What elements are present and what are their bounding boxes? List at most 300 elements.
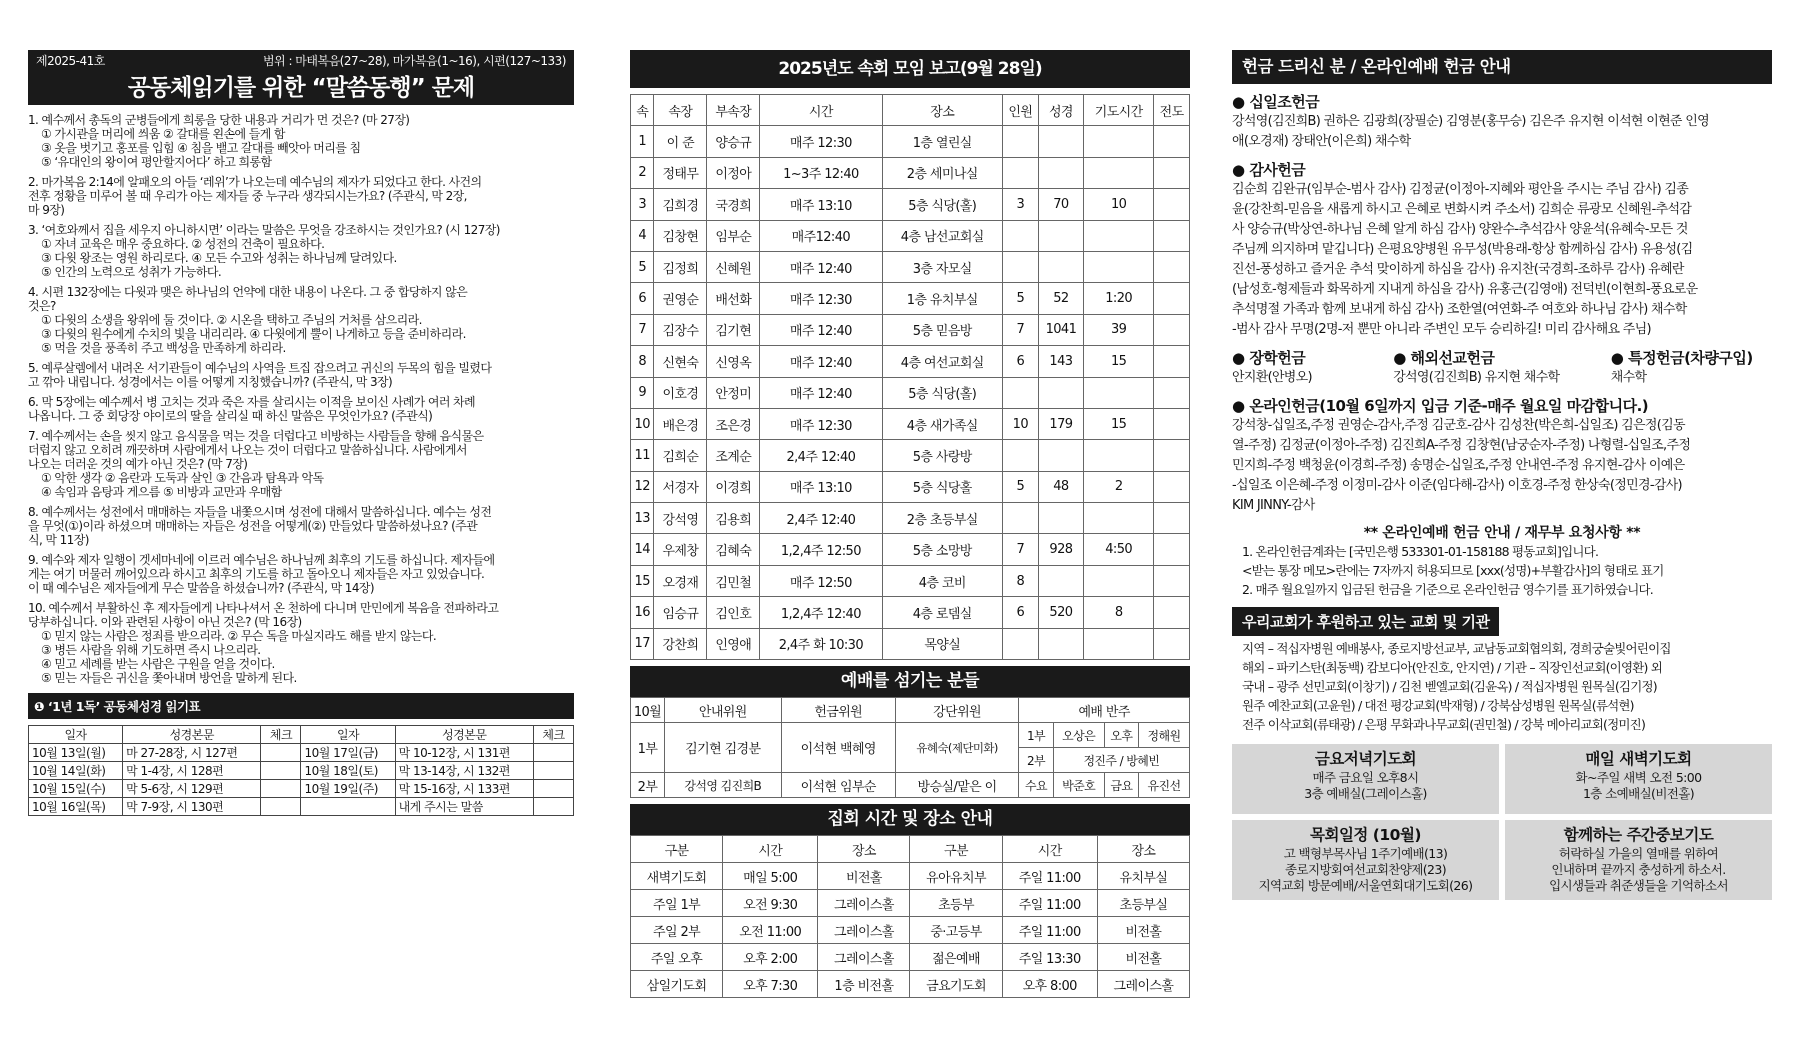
question-option: ⑤ 인간의 노력으로 성취가 가능하다. <box>41 265 222 279</box>
cell-value: 강찬희 <box>654 628 707 659</box>
reading-cell: 10월 14일(화) <box>29 762 123 780</box>
cell-value: 신현숙 <box>654 346 707 377</box>
cell-value: 3 <box>631 189 654 220</box>
meeting-cell: 그레이스홀 <box>818 890 910 917</box>
reading-cell: 10월 19일(주) <box>301 780 395 798</box>
cell-value <box>1154 440 1190 471</box>
question-item <box>28 223 574 279</box>
info-box <box>1232 820 1499 900</box>
question-option: ① 악한 생각 ② 음란과 도둑과 살인 ③ 간음과 탐욕과 악독 <box>41 471 324 485</box>
info-box-line: 지역교회 방문예배/서울연회대기도회(26) <box>1258 878 1473 893</box>
cell-group-column <box>630 50 1190 998</box>
cell-value: 5 <box>631 251 654 282</box>
reading-row <box>29 780 574 798</box>
cell-value <box>1084 157 1154 188</box>
cell-value: 목양실 <box>882 628 1002 659</box>
tithe-section <box>1232 92 1772 152</box>
cell-value: 2 <box>631 157 654 188</box>
cell-value <box>1084 220 1154 251</box>
cell-col-header: 시간 <box>760 95 882 126</box>
notice-line: <받는 통장 메모>란에는 7자까지 허용되므로 [xxx(성명)+부활감사]의 형태로 표기 <box>1242 563 1664 578</box>
meeting-cell: 중·고등부 <box>910 917 1002 944</box>
cell-value <box>1154 628 1190 659</box>
reading-col-header: 체크 <box>534 726 574 744</box>
meeting-cell: 비전홀 <box>1097 944 1189 971</box>
cell-value: 임부순 <box>707 220 760 251</box>
servants-month: 10월 <box>631 698 665 723</box>
question-text: 10. 예수께서 부활하신 후 제자들에게 나타나셔서 온 천하에 다니며 만민에게 복음을 전파하라고 <box>28 601 499 615</box>
meeting-row <box>631 890 1190 917</box>
cell-value: 서경자 <box>654 471 707 502</box>
reading-col-header: 성경본문 <box>395 726 533 744</box>
servants-title: 예배를 섬기는 분들 <box>630 666 1190 697</box>
meeting-cell: 오전 9:30 <box>723 890 818 917</box>
reading-col-header: 일자 <box>301 726 395 744</box>
meeting-cell: 주일 2부 <box>631 917 723 944</box>
cell-value <box>1154 189 1190 220</box>
cell-value: 국경희 <box>707 189 760 220</box>
cell-value: 배선화 <box>707 283 760 314</box>
row2-label: 2부 <box>631 773 665 798</box>
meeting-cell: 주일 오후 <box>631 944 723 971</box>
meeting-col-header: 구분 <box>910 836 1002 863</box>
cell-value: 5층 사랑방 <box>882 440 1002 471</box>
notice-line: 2. 매주 월요일까지 입금된 헌금을 기준으로 온라인헌금 영수기를 표기하였습니다. <box>1242 582 1653 597</box>
question-text: 게는 여기 머물러 깨어있으라 하시고 최후의 기도를 하고 돌아오니 제자들은 자고 있었습니다. <box>28 567 485 581</box>
question-option: ③ 다윗 왕조는 영원 하리로다. ④ 모든 수고와 성취는 하나님께 달려있다. <box>41 251 397 265</box>
reading-cell: 10월 13일(월) <box>29 744 123 762</box>
cell-report-table <box>630 94 1190 660</box>
check-box[interactable] <box>261 780 301 798</box>
question-text: 나오는 더러운 것의 예가 아닌 것은? (막 7장) <box>28 457 248 471</box>
scholarship-heading: ● 장학헌금 <box>1232 348 1393 368</box>
cell-value: 매주 13:10 <box>760 189 882 220</box>
cell-value <box>1084 251 1154 282</box>
cell-value: 1층 열린실 <box>882 126 1002 157</box>
reading-cell: 내게 주시는 말씀 <box>395 798 533 816</box>
info-boxes <box>1232 744 1772 900</box>
reading-col-header: 성경본문 <box>123 726 261 744</box>
cell-value: 2층 초등부실 <box>882 503 1002 534</box>
quiz-header <box>28 50 574 105</box>
question-option: ⑤ 믿는 자들은 귀신을 쫓아내며 방언을 말하게 된다. <box>41 671 297 685</box>
cell-value: 조은경 <box>707 408 760 439</box>
check-box[interactable] <box>534 780 574 798</box>
reading-cell: 마 27-28장, 시 127편 <box>123 744 261 762</box>
cell-value: 13 <box>631 503 654 534</box>
cell-row <box>631 440 1190 471</box>
cell-value: 1~3주 12:40 <box>760 157 882 188</box>
cell-row <box>631 377 1190 408</box>
cell-value <box>1038 251 1083 282</box>
cell-value <box>1038 126 1083 157</box>
scholarship-offering <box>1232 348 1393 388</box>
question-text: 9. 예수와 제자 일행이 겟세마네에 이르러 예수님은 하나님께 최후의 기도를 하십니다. 제자들에 <box>28 553 495 567</box>
cell-col-header: 부속장 <box>707 95 760 126</box>
cell-value: 매주 12:30 <box>760 283 882 314</box>
meeting-cell: 비전홀 <box>1097 917 1189 944</box>
meeting-cell: 삼일기도회 <box>631 971 723 998</box>
thanks-names: 김순희 김완규(임부순-범사 감사) 김정균(이정아-지혜와 평안을 주시는 주님 감사) 김종 <box>1232 182 1689 197</box>
cell-value: 16 <box>631 597 654 628</box>
cell-value: 김희경 <box>654 189 707 220</box>
support-list <box>1232 639 1772 734</box>
cell-value: 1,2,4주 12:50 <box>760 534 882 565</box>
cell-value: 안정미 <box>707 377 760 408</box>
cell-row <box>631 408 1190 439</box>
cell-value <box>1002 220 1038 251</box>
cell-col-header: 성경 <box>1038 95 1083 126</box>
check-box[interactable] <box>261 798 301 816</box>
cell-value: 신영옥 <box>707 346 760 377</box>
cell-value: 7 <box>631 314 654 345</box>
support-heading: 우리교회가 후원하고 있는 교회 및 기관 <box>1232 607 1499 636</box>
check-box[interactable] <box>534 798 574 816</box>
meeting-cell: 유치부실 <box>1097 863 1189 890</box>
meeting-cell: 초등부 <box>910 890 1002 917</box>
question-text: 식, 막 11장) <box>28 533 89 547</box>
tithe-names: 강석영(김진희B) 권하은 김광희(장필순) 김영분(홍무승) 김은주 유지현 이석현 이현준 인영 <box>1232 114 1709 129</box>
cell-value: 김장수 <box>654 314 707 345</box>
cell-value <box>1084 503 1154 534</box>
support-line: 국내 – 광주 선민교회(이창기) / 김천 벧엘교회(김윤옥) / 적십자병원 원목실(김기정) <box>1242 679 1657 694</box>
online-offering-section <box>1232 396 1772 516</box>
cell-value <box>1002 157 1038 188</box>
special-offerings <box>1232 348 1772 388</box>
meeting-row <box>631 971 1190 998</box>
meeting-cell: 오후 8:00 <box>1002 971 1097 998</box>
cell-col-header: 속 <box>631 95 654 126</box>
cell-value: 15 <box>1084 346 1154 377</box>
online-names: KIM JINNY-감사 <box>1232 498 1315 513</box>
meeting-cell: 유아유치부 <box>910 863 1002 890</box>
cell-value: 매주12:40 <box>760 220 882 251</box>
cell-value: 매주 12:30 <box>760 126 882 157</box>
cell-row <box>631 346 1190 377</box>
accompanist-header: 예배 반주 <box>1019 698 1190 723</box>
cell-value: 김인호 <box>707 597 760 628</box>
reading-plan-header: ❶ ‘1년 1독’ 공동체성경 읽기표 <box>28 693 574 719</box>
vehicle-names: 채수학 <box>1610 370 1647 385</box>
meeting-cell: 오전 11:00 <box>723 917 818 944</box>
cell-value: 신혜원 <box>707 251 760 282</box>
cell-value: 이 준 <box>654 126 707 157</box>
reading-cell <box>301 798 395 816</box>
cell-value: 5 <box>1002 283 1038 314</box>
cell-value: 70 <box>1038 189 1083 220</box>
cell-value <box>1154 377 1190 408</box>
question-text: 6. 막 5장에는 예수께서 병 고치는 것과 죽은 자를 살리시는 이적을 보이신 사례가 여러 차례 <box>28 395 476 409</box>
cell-value: 이경희 <box>707 471 760 502</box>
cell-value: 17 <box>631 628 654 659</box>
question-text: 을 무엇(①)이라 하셨으며 매매하는 자들은 성전을 어떻게(②) 만들었다 말씀하셨나요? (주관 <box>28 519 478 533</box>
question-item <box>28 395 574 423</box>
cell-value: 52 <box>1038 283 1083 314</box>
cell-value <box>1002 251 1038 282</box>
guide-header: 안내위원 <box>665 698 782 723</box>
meeting-cell: 주일 11:00 <box>1002 890 1097 917</box>
cell-row <box>631 189 1190 220</box>
reading-cell: 막 5-6장, 시 129편 <box>123 780 261 798</box>
cell-value: 9 <box>631 377 654 408</box>
scholarship-names: 안지환(안병오) <box>1232 370 1312 385</box>
cell-value: 매주 12:50 <box>760 565 882 596</box>
reading-cell: 10월 17일(금) <box>301 744 395 762</box>
info-box-line: 1층 소예배실(비전홀) <box>1582 786 1695 801</box>
question-text: 4. 시편 132장에는 다윗과 맺은 하나님의 언약에 대한 내용이 나온다. 그 중 합당하지 않은 <box>28 285 468 299</box>
cell-value: 매주 12:40 <box>760 377 882 408</box>
info-box-title: 목회일정 (10월) <box>1310 826 1421 844</box>
meeting-cell: 주일 13:30 <box>1002 944 1097 971</box>
mission-offering <box>1393 348 1611 388</box>
cell-value: 8 <box>1084 597 1154 628</box>
row1-guide: 김기현 김경분 <box>665 723 782 773</box>
cell-value: 5층 식당(홀) <box>882 189 1002 220</box>
thanks-names: -범사 감사 무명(2명-저 뿐만 아니라 주변인 모두 승리하길! 미리 감사해요 주님) <box>1232 322 1651 337</box>
question-text: 2. 마가복음 2:14에 알패오의 아들 ‘레위’가 나오는데 예수님의 제자가 되었다고 한다. 사건의 <box>28 175 482 189</box>
question-text: 나옵니다. 그 중 회당장 야이로의 딸을 살리실 때 하신 말씀은 무엇인가요? (주관식) <box>28 409 433 423</box>
tithe-names: 애(오경재) 장태안(이은희) 채수학 <box>1232 134 1411 149</box>
cell-value: 4층 여선교회실 <box>882 346 1002 377</box>
reading-cell: 10월 15일(수) <box>29 780 123 798</box>
thanks-names: 주님께 의지하며 맡깁니다) 은평요양병원 유무성(박용래-항상 함께하심 감사) 유용성(김 <box>1232 242 1693 257</box>
meeting-cell: 매일 5:00 <box>723 863 818 890</box>
cell-value: 5 <box>1002 471 1038 502</box>
cell-value <box>1038 565 1083 596</box>
offering-header: 헌금위원 <box>781 698 895 723</box>
question-option: ① 다윗의 소생을 왕위에 둘 것이다. ② 시온을 택하고 주님의 거처를 삼으리라. <box>41 313 422 327</box>
row1-label: 1부 <box>631 723 665 773</box>
cell-value: 조계순 <box>707 440 760 471</box>
row2-guide: 강석영 김진희B <box>665 773 782 798</box>
cell-value: 김정희 <box>654 251 707 282</box>
online-heading: ● 온라인헌금(10월 6일까지 입금 기준-매주 월요일 마감합니다.) <box>1232 396 1772 416</box>
reading-cell: 막 10-12장, 시 131편 <box>395 744 533 762</box>
reading-row <box>29 744 574 762</box>
meeting-row <box>631 863 1190 890</box>
question-text: 3. ‘여호와께서 집을 세우지 아니하시면’ 이라는 말씀은 무엇을 강조하시는 것인가요? (시 127장) <box>28 223 500 237</box>
cell-col-header: 인원 <box>1002 95 1038 126</box>
cell-value: 39 <box>1084 314 1154 345</box>
cell-value: 143 <box>1038 346 1083 377</box>
cell-value <box>1002 126 1038 157</box>
cell-value: 정태무 <box>654 157 707 188</box>
question-list <box>28 113 574 685</box>
cell-value: 3 <box>1002 189 1038 220</box>
question-item <box>28 113 574 169</box>
cell-value: 매주 12:40 <box>760 251 882 282</box>
check-box[interactable] <box>534 762 574 780</box>
cell-value: 4 <box>631 220 654 251</box>
reading-col-header: 일자 <box>29 726 123 744</box>
cell-value: 2층 세미나실 <box>882 157 1002 188</box>
cell-row <box>631 628 1190 659</box>
cell-value <box>1154 346 1190 377</box>
check-box[interactable] <box>261 744 301 762</box>
notice-line: 1. 온라인헌금계좌는 [국민은행 533301-01-158188 평동교회]입니다. <box>1242 544 1599 559</box>
cell-value: 강석영 <box>654 503 707 534</box>
cell-value <box>1084 126 1154 157</box>
cell-value: 520 <box>1038 597 1083 628</box>
cell-row <box>631 157 1190 188</box>
cell-value <box>1154 503 1190 534</box>
cell-value: 7 <box>1002 314 1038 345</box>
reading-range: 범위 : 마태복음(27~28), 마가복음(1~16), 시편(127~133) <box>262 54 566 68</box>
cell-row <box>631 314 1190 345</box>
cell-value <box>1038 440 1083 471</box>
cell-value: 4층 남선교회실 <box>882 220 1002 251</box>
team3-c: 유진선 <box>1139 773 1190 798</box>
cell-value: 11 <box>631 440 654 471</box>
cell-value: 이호경 <box>654 377 707 408</box>
question-text: 당부하십니다. 이와 관련된 사항이 아닌 것은? (막 16장) <box>28 615 302 629</box>
question-item <box>28 429 574 499</box>
thanks-names: 추석명절 가족과 함께 보내게 하심 감사) 조한열(여연화-주 여호와 하나님 감사) 채수학 <box>1232 302 1687 317</box>
cell-value: 7 <box>1002 534 1038 565</box>
cell-value: 14 <box>631 534 654 565</box>
cell-value: 매주 13:10 <box>760 471 882 502</box>
cell-value: 928 <box>1038 534 1083 565</box>
cell-value: 6 <box>1002 346 1038 377</box>
team3-a: 박준호 <box>1053 773 1104 798</box>
info-box-title: 금요저녁기도회 <box>1314 750 1417 768</box>
question-text: 1. 예수께서 총독의 군병들에게 희롱을 당한 내용과 거리가 먼 것은? (마 27장) <box>28 113 410 127</box>
question-text: 전후 정황을 미루어 볼 때 우리가 아는 제자들 중 누구라 생각되시는가요? (주관식, 막 2장, <box>28 189 467 203</box>
question-option: ③ 다윗의 원수에게 수치의 빛을 내리리라. ④ 다윗에게 뿔이 나게하고 등을 준비하리라. <box>41 327 466 341</box>
meeting-col-header: 장소 <box>818 836 910 863</box>
question-item <box>28 505 574 547</box>
question-option: ⑤ 먹을 것을 풍족히 주고 백성을 만족하게 하리라. <box>41 341 286 355</box>
cell-value <box>1154 471 1190 502</box>
cell-value: 12 <box>631 471 654 502</box>
bible-quiz-column <box>28 50 574 816</box>
check-box[interactable] <box>534 744 574 762</box>
question-item <box>28 553 574 595</box>
info-box-title: 함께하는 주간중보기도 <box>1563 826 1714 844</box>
cell-value: 김민철 <box>707 565 760 596</box>
question-option: ① 믿지 않는 사람은 정죄를 받으리라. ② 무슨 독을 마실지라도 해를 받지 않는다. <box>41 629 437 643</box>
offering-column <box>1232 50 1772 900</box>
meeting-cell: 주일 11:00 <box>1002 863 1097 890</box>
cell-value: 8 <box>631 346 654 377</box>
check-box[interactable] <box>261 762 301 780</box>
cell-value <box>1084 440 1154 471</box>
cell-row <box>631 565 1190 596</box>
online-names: 열-주정) 김정균(이정아-주정) 김진희A-주정 김창현(남궁순자-주정) 나형렬-십일조,주정 <box>1232 438 1691 453</box>
meeting-row <box>631 944 1190 971</box>
cell-value: 48 <box>1038 471 1083 502</box>
reading-cell: 막 15-16장, 시 133편 <box>395 780 533 798</box>
cell-value: 김희순 <box>654 440 707 471</box>
meeting-col-header: 시간 <box>723 836 818 863</box>
meeting-col-header: 시간 <box>1002 836 1097 863</box>
thanks-names: 사 양승규(박상연-하나님 은혜 알게 하심 감사) 양완수-추석감사 양윤석(유혜숙-모든 것 <box>1232 222 1688 237</box>
question-text: 8. 예수께서는 성전에서 매매하는 자들을 내쫓으시며 성전에 대해서 말씀하십니다. 예수는 성전 <box>28 505 492 519</box>
question-text: 이 때 예수님은 제자들에게 무슨 말씀을 하셨습니까? (주관식, 막 14장) <box>28 581 374 595</box>
cell-value: 배은경 <box>654 408 707 439</box>
cell-row <box>631 126 1190 157</box>
cell-row <box>631 534 1190 565</box>
cell-value <box>1154 565 1190 596</box>
cell-col-header: 기도시간 <box>1084 95 1154 126</box>
reading-row <box>29 762 574 780</box>
cell-value: 2 <box>1084 471 1154 502</box>
cell-value <box>1084 628 1154 659</box>
row1-altar: 유혜숙(제단미화) <box>895 723 1018 773</box>
support-line: 전주 이삭교회(류태광) / 은평 무화과나무교회(권민철) / 강북 메아리교회(정미진) <box>1242 717 1646 732</box>
question-option: ⑤ ‘유대인의 왕이여 평안할지어다’ 하고 희롱함 <box>41 155 272 169</box>
cell-value: 1041 <box>1038 314 1083 345</box>
cell-value: 5층 식당(홀) <box>882 377 1002 408</box>
row2-offering: 이석현 임부순 <box>781 773 895 798</box>
meetings-title: 집회 시간 및 장소 안내 <box>630 804 1190 835</box>
info-box-line: 고 백형부목사님 1주기예배(13) <box>1283 846 1448 861</box>
cell-value <box>1154 534 1190 565</box>
cell-row <box>631 597 1190 628</box>
online-names: 강석창-십일조,주정 권영순-감사,주정 김군호-감사 김성찬(박은희-십일조) 김은정(김동 <box>1232 418 1685 433</box>
cell-value: 10 <box>1084 189 1154 220</box>
cell-value: 인영애 <box>707 628 760 659</box>
support-line: 지역 – 적십자병원 예배봉사, 종로지방선교부, 교남동교회협의회, 경희궁술빛어린이집 <box>1242 641 1671 656</box>
meeting-col-header: 장소 <box>1097 836 1189 863</box>
question-option: ③ 병든 사람을 위해 기도하면 즉시 나으리라. <box>41 643 261 657</box>
question-option: ③ 옷을 벗기고 홍포를 입힘 ④ 침을 뱉고 갈대를 빼앗아 머리를 침 <box>41 141 361 155</box>
notice-list <box>1232 542 1772 599</box>
cell-value: 오경재 <box>654 565 707 596</box>
cell-col-header: 전도 <box>1154 95 1190 126</box>
team1-b: 오후 <box>1104 723 1138 748</box>
meeting-cell: 그레이스홀 <box>818 917 910 944</box>
cell-value <box>1154 408 1190 439</box>
altar-header: 강단위원 <box>895 698 1018 723</box>
reading-cell: 막 7-9장, 시 130편 <box>123 798 261 816</box>
question-item <box>28 285 574 355</box>
mission-heading: ● 해외선교헌금 <box>1393 348 1611 368</box>
meeting-cell: 주일 1부 <box>631 890 723 917</box>
meeting-cell: 1층 비전홀 <box>818 971 910 998</box>
question-text: 마 9장) <box>28 203 65 217</box>
offering-title: 헌금 드리신 분 / 온라인예배 헌금 안내 <box>1232 50 1772 84</box>
vehicle-offering <box>1611 348 1772 388</box>
notice-heading: ** 온라인예배 헌금 안내 / 재무부 요청사항 ** <box>1363 525 1641 541</box>
cell-value: 4층 로뎀실 <box>882 597 1002 628</box>
meeting-cell: 그레이스홀 <box>1097 971 1189 998</box>
team2-val: 정진주 / 방혜빈 <box>1053 748 1189 773</box>
meetings-table <box>630 835 1190 998</box>
cell-value <box>1038 377 1083 408</box>
cell-value: 6 <box>631 283 654 314</box>
reading-row <box>29 798 574 816</box>
question-text: 고 깎아 내립니다. 성경에서는 이를 어떻게 지칭했습니까? (주관식, 막 3장) <box>28 375 393 389</box>
cell-value <box>1038 628 1083 659</box>
cell-value: 1 <box>631 126 654 157</box>
info-box-line: 화~주일 새벽 오전 5:00 <box>1575 770 1702 785</box>
cell-value <box>1084 377 1154 408</box>
cell-value: 8 <box>1002 565 1038 596</box>
info-box-line: 종로지방회여선교회찬양제(23) <box>1285 862 1446 877</box>
cell-value <box>1154 126 1190 157</box>
cell-col-header: 장소 <box>882 95 1002 126</box>
cell-value: 매주 12:40 <box>760 314 882 345</box>
servants-table <box>630 697 1190 798</box>
cell-value: 4:50 <box>1084 534 1154 565</box>
cell-value <box>1002 503 1038 534</box>
thanks-names: 윤(강찬희-믿음을 새롭게 하시고 은혜로 변화시켜 주소서) 김희순 류광모 신혜원-추석감 <box>1232 202 1692 217</box>
cell-value: 6 <box>1002 597 1038 628</box>
team1-a: 오상은 <box>1053 723 1104 748</box>
cell-row <box>631 503 1190 534</box>
question-option: ① 가시관을 머리에 씌움 ② 갈대를 왼손에 들게 함 <box>41 127 285 141</box>
